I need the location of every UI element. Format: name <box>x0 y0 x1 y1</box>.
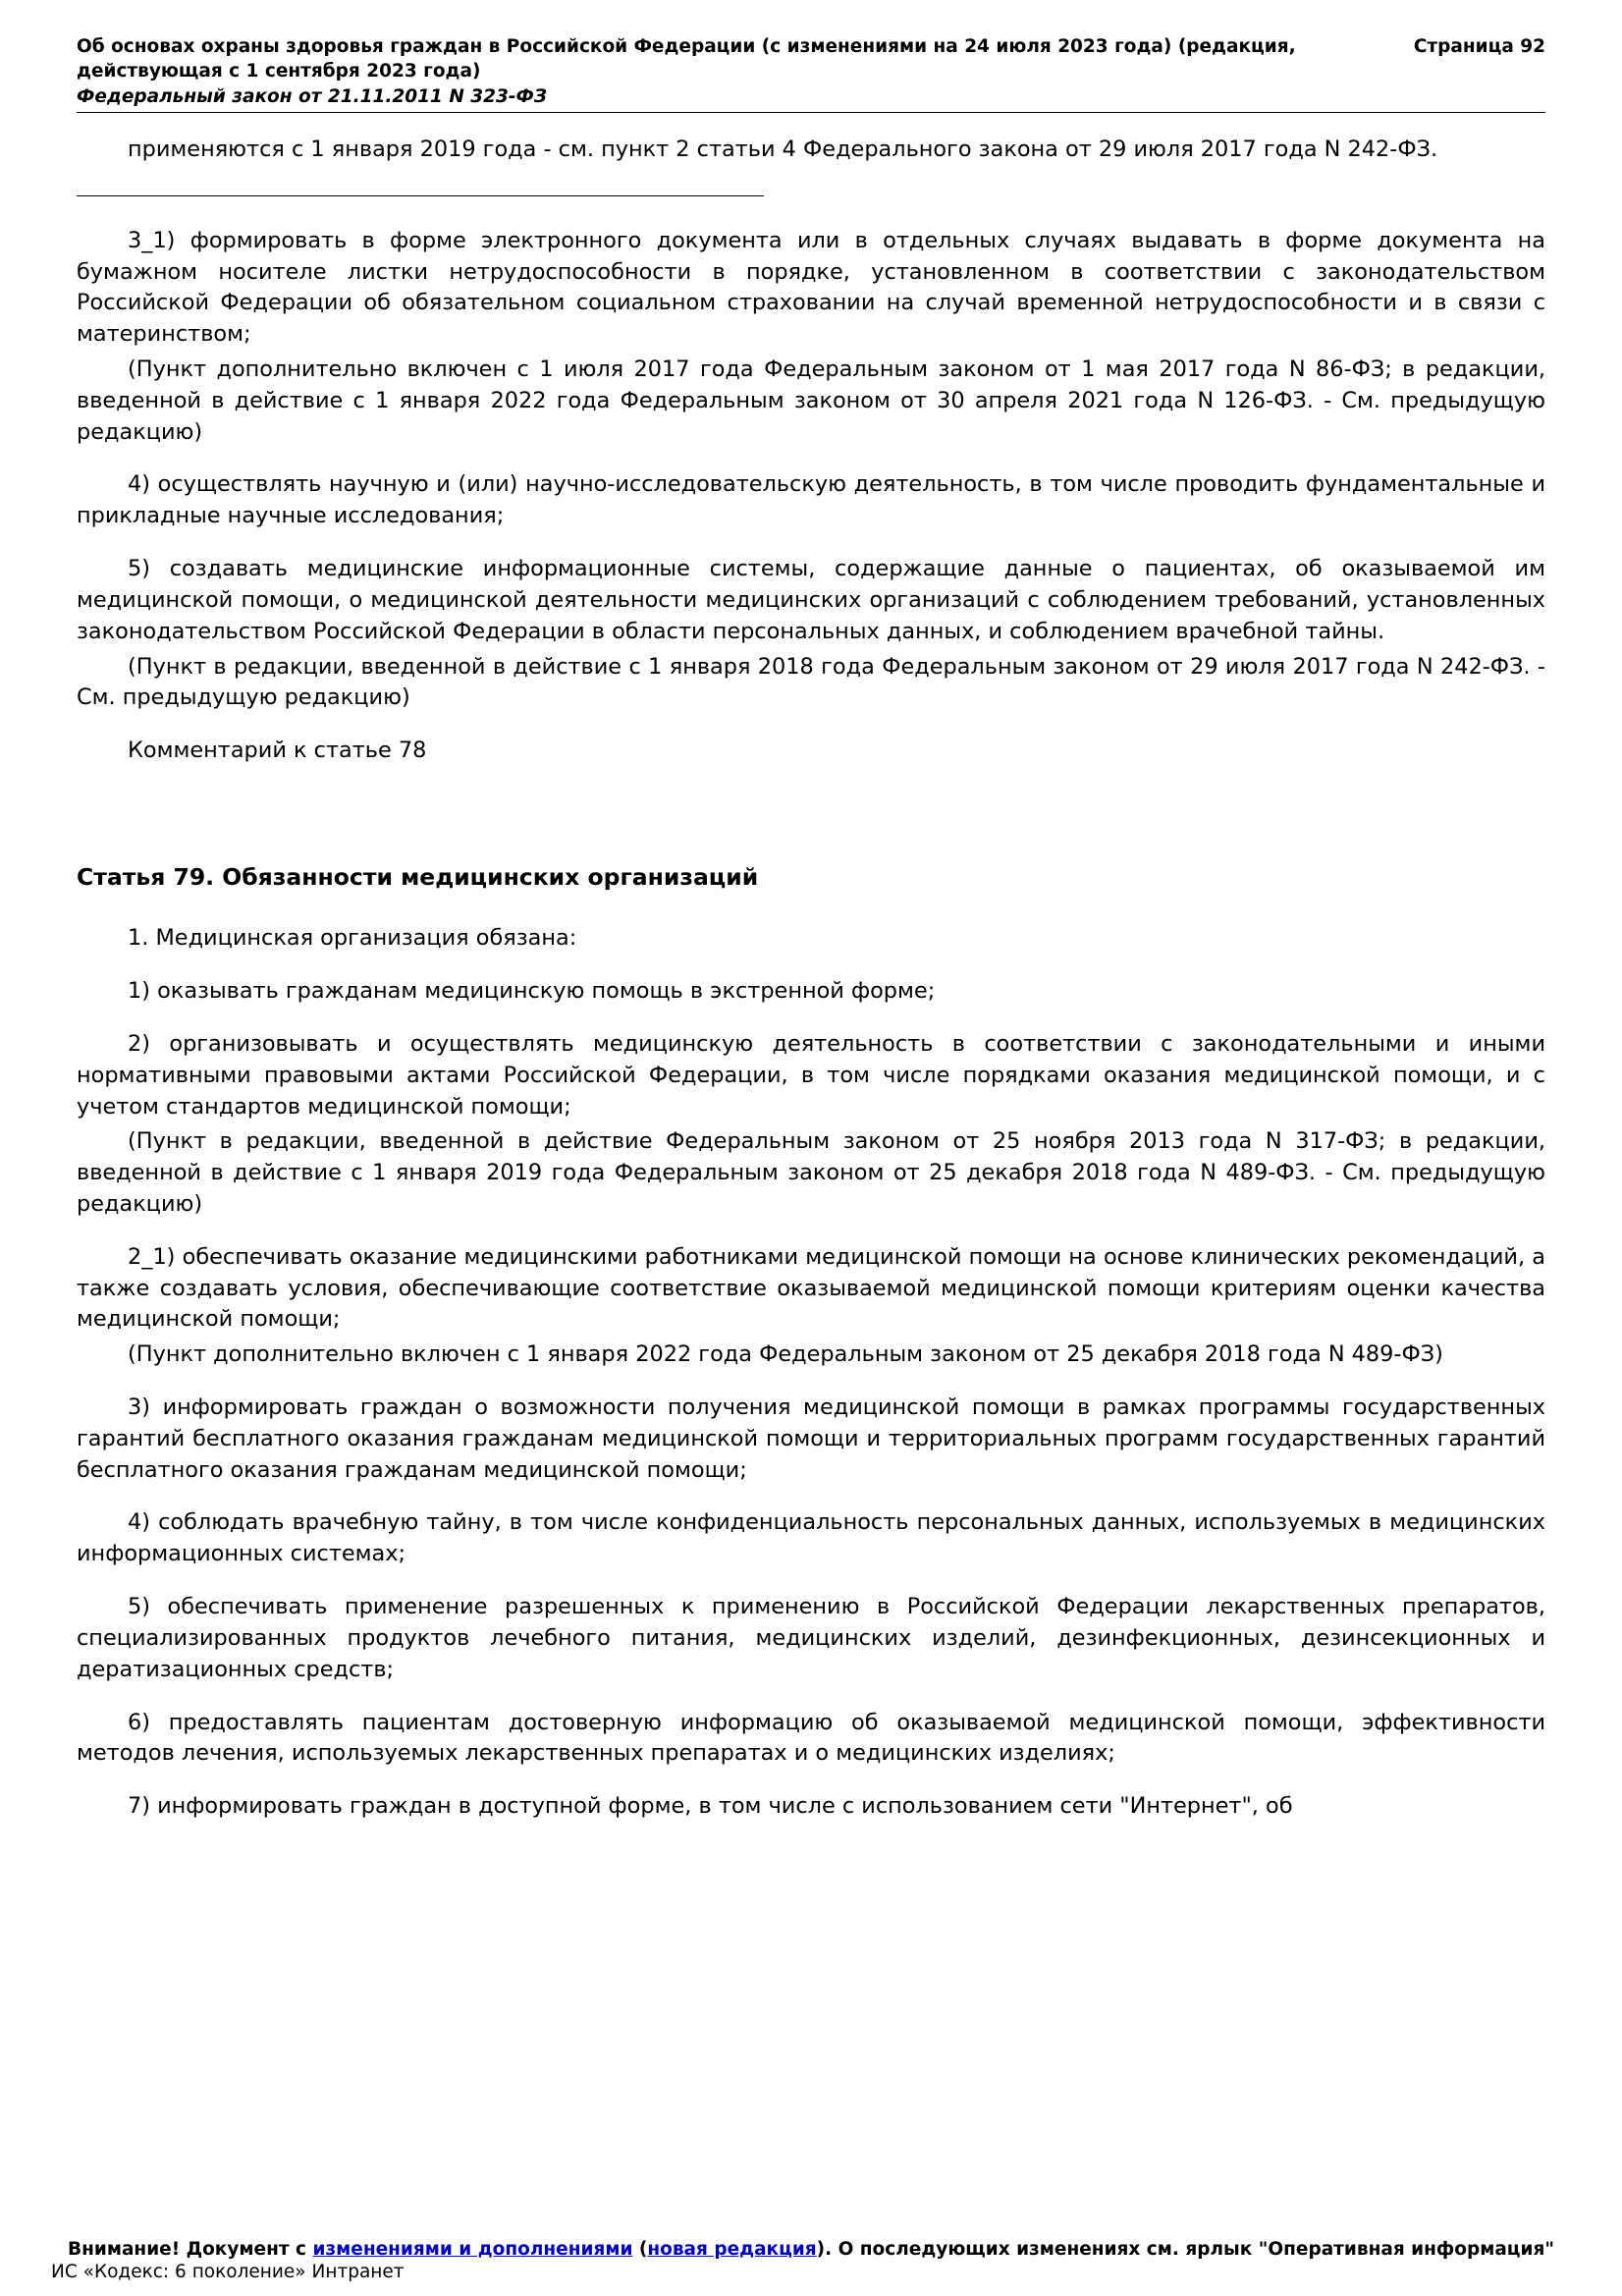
page-number: Страница 92 <box>1413 36 1545 57</box>
paragraph-1-1: 1) оказывать гражданам медицинскую помощь в экстренной форме; <box>128 978 936 1005</box>
paragraph-3-1-note: (Пункт дополнительно включен с 1 июля 2017 года Федеральным законом от 1 мая 2017 года N 86-ФЗ; в редакции, введенной в действие с 1 января 2022 года Федеральным законом от 30 апреля 2021 года N 126-ФЗ. - См. предыдущую редакцию) <box>77 356 1545 445</box>
section-divider <box>77 195 764 196</box>
article-title: Статья 79. Обязанности медицинских организаций <box>77 862 759 891</box>
footer-product: ИС «Кодекс: 6 поколение» Интранет <box>51 2262 405 2282</box>
paragraph-2: 2) организовывать и осуществлять медицинскую деятельность в соответствии с законодательными и иными нормативными правовыми актами Российской Федерации, в том числе порядками оказания медицинской помощи, и с учетом стандартов медицинской помощи; <box>77 1030 1545 1120</box>
document-content <box>77 135 1545 1823</box>
footer-warning-suffix: ). О последующих изменениях см. ярлык "Оперативная информация" <box>816 2239 1554 2260</box>
paragraph-4b: 4) соблюдать врачебную тайну, в том числе конфиденциальность персональных данных, используемых в медицинских информационных системах; <box>77 1509 1545 1567</box>
paragraph-3-1: 3_1) формировать в форме электронного документа или в отдельных случаях выдавать в форме документа на бумажном носителе листки нетрудоспособности в порядке, установленном в соответствии с законодательством Российской Федерации об обязательном социальном страховании на случай временной нетрудоспособности и в связи с материнством; <box>77 227 1545 348</box>
comment-link-article-78[interactable]: Комментарий к статье 78 <box>128 738 427 764</box>
footer-link-new-edition[interactable]: новая редакция <box>647 2239 817 2260</box>
header-title: Об основах охраны здоровья граждан в Российской Федерации (с изменениями на 24 июля 2023 года) (редакция, действующая с 1 сентября 2023 года) <box>77 36 1296 82</box>
paragraph-5-note: (Пункт в редакции, введенной в действие с 1 января 2018 года Федеральным законом от 29 июля 2017 года N 242-ФЗ. - См. предыдущую редакцию) <box>77 653 1545 711</box>
paragraph-4: 4) осуществлять научную и (или) научно-исследовательскую деятельность, в том числе проводить фундаментальные и прикладные научные исследования; <box>77 471 1545 529</box>
paragraph-2-1-note: (Пункт дополнительно включен с 1 января 2022 года Федеральным законом от 25 декабря 2018 года N 489-ФЗ) <box>128 1341 1443 1368</box>
header-divider <box>77 112 1545 113</box>
paragraph-5b: 5) обеспечивать применение разрешенных к применению в Российской Федерации лекарственных препаратов, специализированных продуктов лечебного питания, медицинских изделий, дезинфекционных, дезинсекционных и дератизационных средств; <box>77 1594 1545 1682</box>
paragraph-7: 7) информировать граждан в доступной форме, в том числе с использованием сети "Интернет", об <box>128 1793 1293 1820</box>
paragraph-1: 1. Медицинская организация обязана: <box>128 925 577 952</box>
footer-warning-prefix: Внимание! Документ с <box>67 2239 313 2260</box>
footer-mid-open: ( <box>632 2239 648 2260</box>
paragraph-2-1: 2_1) обеспечивать оказание медицинскими работниками медицинской помощи на основе клинических рекомендаций, а также создавать условия, обеспечивающие соответствие оказываемой медицинской помощи критериям оценки качества медицинской помощи; <box>77 1243 1545 1333</box>
paragraph-top-note: применяются с 1 января 2019 года - см. пункт 2 статьи 4 Федерального закона от 29 июля 2017 года N 242-ФЗ. <box>128 136 1438 162</box>
paragraph-5: 5) создавать медицинские информационные системы, содержащие данные о пациентах, об оказываемой им медицинской помощи, о медицинской деятельности медицинских организаций с соблюдением требований, установленных законодательством Российской Федерации в области персональных данных, и соблюдением врачебной тайны. <box>77 556 1545 644</box>
paragraph-3: 3) информировать граждан о возможности получения медицинской помощи в рамках программы государственных гарантий бесплатного оказания гражданам медицинской помощи и территориальных программ государственных гарантий бесплатного оказания гражданам медицинской помощи; <box>77 1394 1545 1483</box>
footer-warning <box>51 2239 1571 2260</box>
page-header <box>77 35 1545 84</box>
header-subtitle: Федеральный закон от 21.11.2011 N 323-ФЗ <box>77 85 548 107</box>
paragraph-2-note: (Пункт в редакции, введенной в действие Федеральным законом от 25 ноября 2013 года N 317-ФЗ; в редакции, введенной в действие с 1 января 2019 года Федеральным законом от 25 декабря 2018 года N 489-ФЗ. - См. предыдущую редакцию) <box>77 1128 1545 1217</box>
paragraph-6: 6) предоставлять пациентам достоверную информацию об оказываемой медицинской помощи, эффективности методов лечения, используемых лекарственных препаратах и о медицинских изделиях; <box>77 1709 1545 1767</box>
footer-link-changes[interactable]: изменениями и дополнениями <box>312 2239 633 2260</box>
page-footer <box>0 2239 1622 2282</box>
